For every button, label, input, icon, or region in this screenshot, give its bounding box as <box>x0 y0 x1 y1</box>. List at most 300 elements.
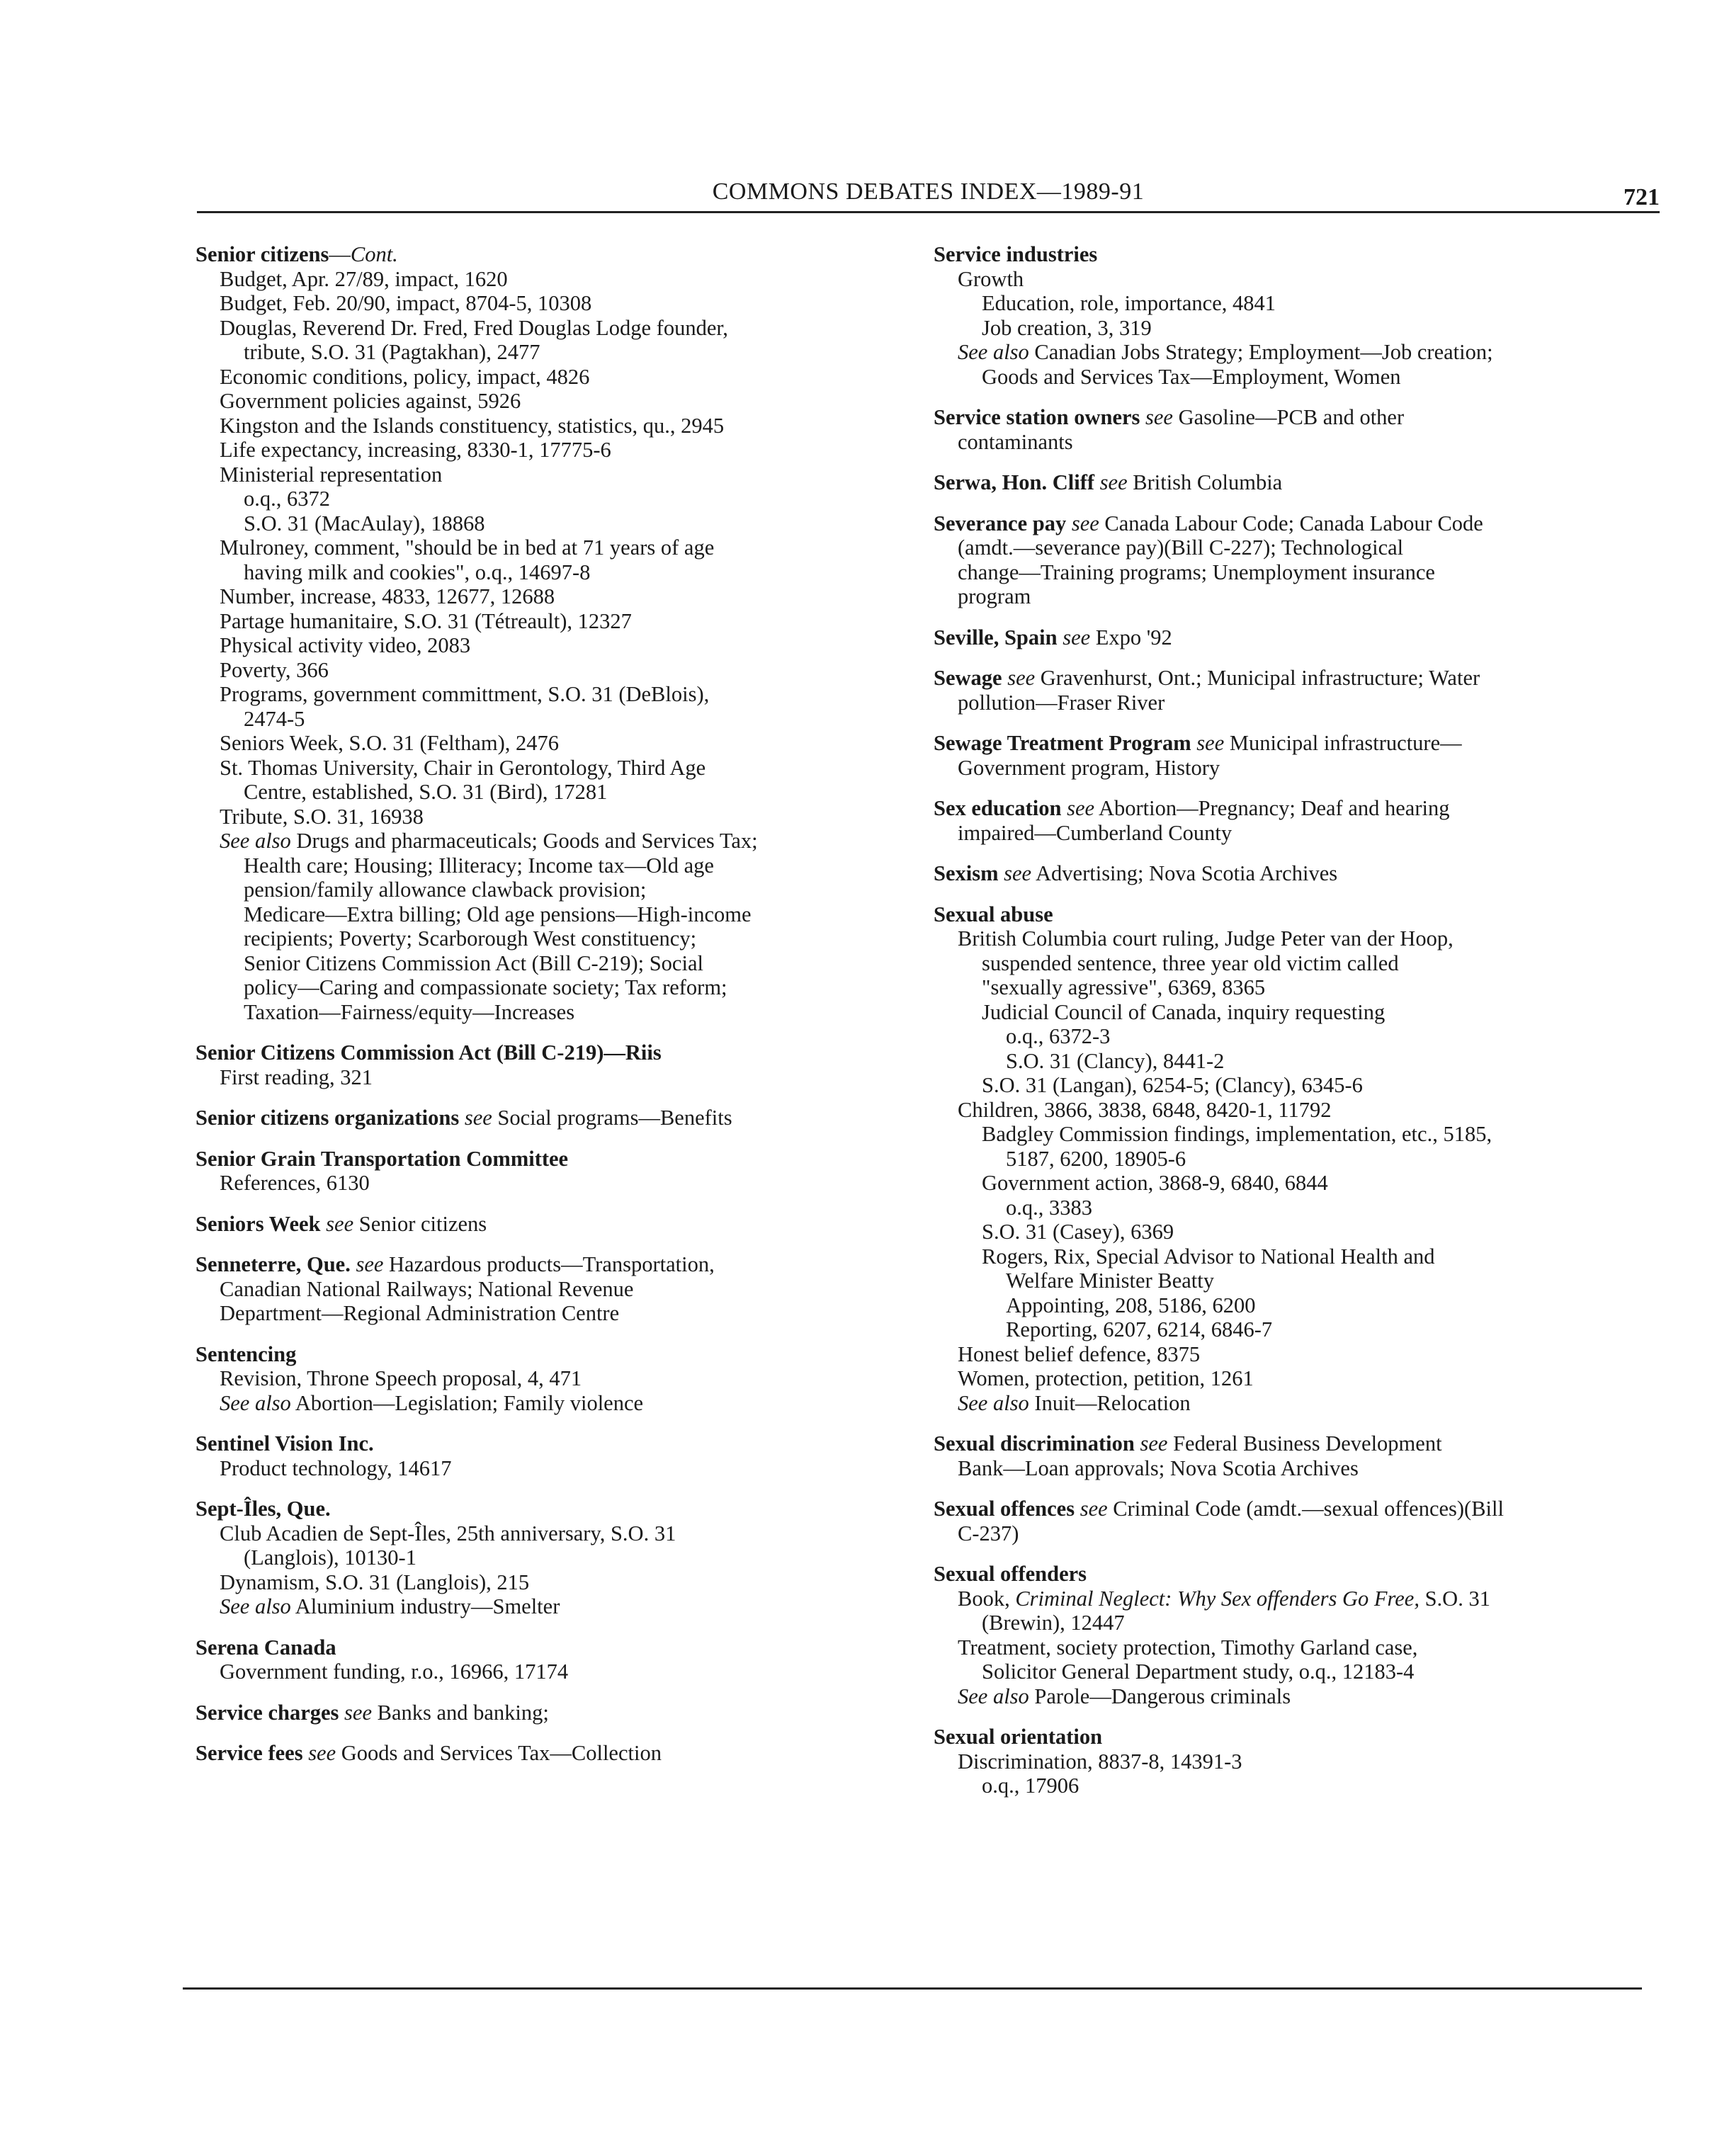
entry-subline <box>196 414 904 438</box>
entry-heading: Service station owners <box>934 405 1140 429</box>
entry-subline <box>196 756 904 781</box>
entry-text: Government policies against, 5926 <box>220 389 521 413</box>
entry-subline <box>196 560 904 585</box>
index-entry <box>196 242 904 1024</box>
entry-text: policy—Caring and compassionate society; Tax reform; <box>244 975 727 999</box>
italic-text: see <box>1080 1497 1108 1521</box>
entry-text: Discrimination, 8837-8, 14391-3 <box>958 1749 1242 1774</box>
entry-subline <box>196 438 904 463</box>
entry-text: Growth <box>958 266 1024 291</box>
entry-subline <box>196 633 904 658</box>
entry-heading-line <box>934 796 1663 821</box>
entry-subline <box>196 511 904 536</box>
entry-subline <box>934 1587 1663 1611</box>
entry-subline <box>934 1293 1663 1318</box>
index-entry <box>934 1562 1663 1708</box>
entry-subline <box>196 1171 904 1196</box>
entry-subline <box>196 1301 904 1326</box>
entry-text: o.q., 3383 <box>1006 1195 1092 1220</box>
entry-subline <box>934 691 1663 715</box>
entry-text: Product technology, 14617 <box>220 1456 452 1480</box>
entry-heading-line <box>196 242 904 267</box>
entry-text: Douglas, Reverend Dr. Fred, Fred Douglas Lodge founder, <box>220 315 728 340</box>
entry-text: British Columbia <box>1127 470 1283 494</box>
entry-text: (Langlois), 10130-1 <box>244 1545 416 1570</box>
entry-subline <box>934 1269 1663 1293</box>
entry-subline <box>196 682 904 707</box>
italic-text: See also <box>958 340 1029 364</box>
entry-subline <box>934 756 1663 781</box>
entry-text: Taxation—Fairness/equity—Increases <box>244 999 575 1024</box>
entry-text: S.O. 31 (Langan), 6254-5; (Clancy), 6345-6 <box>982 1073 1363 1097</box>
entry-subline <box>934 267 1663 292</box>
entry-text: Hazardous products—Transportation, <box>383 1252 715 1276</box>
entry-heading: Serwa, Hon. Cliff <box>934 470 1095 494</box>
page-number: 721 <box>1624 184 1660 210</box>
entry-heading-line <box>196 1342 904 1367</box>
index-entry <box>196 1431 904 1480</box>
index-column-left <box>196 242 904 1782</box>
entry-text: o.q., 6372-3 <box>1006 1024 1111 1048</box>
entry-text <box>1140 405 1145 429</box>
entry-subline <box>934 560 1663 585</box>
entry-subline <box>196 1277 904 1302</box>
index-entry <box>196 1212 904 1237</box>
footer-rule <box>183 1987 1642 1990</box>
entry-heading-line <box>196 1497 904 1521</box>
entry-text: Government action, 3868-9, 6840, 6844 <box>982 1171 1328 1195</box>
entry-heading: Sept-Îles, Que. <box>196 1497 331 1521</box>
page-header <box>197 178 1660 211</box>
entry-text: References, 6130 <box>220 1171 370 1195</box>
entry-subline <box>196 975 904 1000</box>
entry-subline <box>196 1065 904 1090</box>
entry-text: Senior citizens <box>353 1211 487 1236</box>
entry-text: Abortion—Pregnancy; Deaf and hearing <box>1094 796 1450 820</box>
entry-text: First reading, 321 <box>220 1065 373 1089</box>
entry-text: Senior Citizens Commission Act (Bill C-219); Social <box>244 951 703 975</box>
entry-text: Aluminium industry—Smelter <box>290 1594 560 1618</box>
italic-text: see <box>1007 666 1036 690</box>
entry-text: pension/family allowance clawback provision; <box>244 878 647 902</box>
entry-subline <box>934 1049 1663 1074</box>
entry-text <box>999 861 1004 885</box>
entry-subline <box>934 1635 1663 1660</box>
entry-text: Federal Business Development <box>1167 1431 1442 1456</box>
entry-text: Children, 3866, 3838, 6848, 8420-1, 11792 <box>958 1097 1332 1122</box>
entry-text: Women, protection, petition, 1261 <box>958 1366 1254 1390</box>
italic-text: see <box>1062 625 1091 649</box>
entry-text <box>1061 796 1067 820</box>
entry-subline <box>196 609 904 634</box>
entry-subline <box>196 1659 904 1684</box>
entry-subline <box>934 1366 1663 1391</box>
entry-heading-line <box>196 1212 904 1237</box>
entry-subline <box>934 1317 1663 1342</box>
entry-text: C-237) <box>958 1521 1019 1545</box>
entry-subline <box>934 975 1663 1000</box>
entry-subline <box>196 1391 904 1416</box>
index-column-right <box>934 242 1663 1815</box>
entry-text: Welfare Minister Beatty <box>1006 1269 1214 1293</box>
entry-text: Tribute, S.O. 31, 16938 <box>220 804 424 829</box>
entry-text: Budget, Feb. 20/90, impact, 8704-5, 10308 <box>220 291 592 315</box>
italic-text: see <box>344 1700 372 1725</box>
entry-heading: Senior Grain Transportation Committee <box>196 1146 569 1171</box>
entry-text: Seniors Week, S.O. 31 (Feltham), 2476 <box>220 731 560 755</box>
entry-subline <box>196 902 904 927</box>
entry-text: Goods and Services Tax—Collection <box>336 1741 662 1765</box>
entry-subline <box>196 926 904 951</box>
index-entry <box>196 1147 904 1196</box>
entry-text: Education, role, importance, 4841 <box>982 291 1276 315</box>
entry-subline <box>934 1073 1663 1098</box>
entry-subline <box>934 926 1663 951</box>
entry-subline <box>196 1366 904 1391</box>
entry-heading: Sentencing <box>196 1341 297 1366</box>
entry-text: 5187, 6200, 18905-6 <box>1006 1146 1186 1171</box>
entry-subline <box>934 1456 1663 1481</box>
entry-subline <box>196 707 904 732</box>
entry-heading-line <box>196 1701 904 1725</box>
entry-text: Gasoline—PCB and other <box>1172 405 1405 429</box>
entry-subline <box>934 430 1663 455</box>
entry-text: Rogers, Rix, Special Advisor to National Health and <box>982 1244 1435 1269</box>
italic-text: See also <box>220 1594 291 1618</box>
entry-heading-line <box>934 1562 1663 1587</box>
italic-text: see <box>1004 861 1032 885</box>
entry-text: change—Training programs; Unemployment insurance <box>958 560 1435 584</box>
index-entry <box>196 1701 904 1725</box>
entry-subline <box>196 487 904 511</box>
index-entry <box>196 1252 904 1326</box>
entry-text: Poverty, 366 <box>220 657 329 682</box>
entry-subline <box>196 1456 904 1481</box>
entry-text: Book, <box>958 1586 1016 1611</box>
entry-text: suspended sentence, three year old victim called <box>982 951 1399 975</box>
index-entry <box>196 1106 904 1130</box>
entry-text: Ministerial representation <box>220 462 443 487</box>
entry-text: Drugs and pharmaceuticals; Goods and Services Tax; <box>290 829 758 853</box>
index-entry <box>934 902 1663 1416</box>
entry-subline <box>934 1122 1663 1147</box>
entry-text: Club Acadien de Sept-Îles, 25th anniversary, S.O. 31 <box>220 1521 676 1545</box>
entry-subline <box>934 1244 1663 1269</box>
entry-text: Gravenhurst, Ont.; Municipal infrastructure; Water <box>1035 666 1480 690</box>
entry-heading: Senior citizens organizations <box>196 1106 460 1130</box>
entry-heading-line <box>196 1252 904 1277</box>
entry-heading-line <box>196 1040 904 1065</box>
italic-text: see <box>326 1211 354 1236</box>
entry-text <box>1075 1497 1080 1521</box>
entry-text: Canada Labour Code; Canada Labour Code <box>1099 511 1483 535</box>
entry-text: Advertising; Nova Scotia Archives <box>1031 861 1338 885</box>
index-entry <box>934 666 1663 715</box>
entry-text: Bank—Loan approvals; Nova Scotia Archives <box>958 1456 1359 1480</box>
entry-text: Appointing, 208, 5186, 6200 <box>1006 1293 1256 1317</box>
entry-text: Centre, established, S.O. 31 (Bird), 17281 <box>244 780 608 804</box>
entry-subline <box>196 291 904 316</box>
entry-subline <box>196 463 904 487</box>
entry-subline <box>934 1684 1663 1709</box>
entry-text: Health care; Housing; Illiteracy; Income tax—Old age <box>244 853 714 878</box>
entry-subline <box>934 1391 1663 1416</box>
entry-heading-line <box>934 1497 1663 1521</box>
entry-heading-line <box>934 242 1663 267</box>
entry-text: Physical activity video, 2083 <box>220 633 471 657</box>
entry-text: Expo '92 <box>1090 625 1172 649</box>
entry-subline <box>196 1000 904 1025</box>
entry-text: Badgley Commission findings, implementation, etc., 5185, <box>982 1122 1492 1146</box>
entry-heading-line <box>934 1431 1663 1456</box>
index-entry <box>934 731 1663 780</box>
entry-heading: Sexual offences <box>934 1497 1075 1521</box>
entry-subline <box>196 584 904 609</box>
italic-text: see <box>1196 731 1225 755</box>
entry-heading-line <box>934 511 1663 536</box>
entry-heading: Seville, Spain <box>934 625 1058 649</box>
entry-heading-line <box>196 1431 904 1456</box>
entry-text: Kingston and the Islands constituency, statistics, qu., 2945 <box>220 413 725 438</box>
entry-heading-line <box>196 1147 904 1171</box>
index-entry <box>934 470 1663 495</box>
entry-subline <box>934 1220 1663 1244</box>
entry-text: o.q., 6372 <box>244 487 330 511</box>
entry-subline <box>196 731 904 756</box>
entry-text: Reporting, 6207, 6214, 6846-7 <box>1006 1317 1273 1341</box>
italic-text: see <box>1067 796 1095 820</box>
italic-text: Criminal Neglect: Why Sex offenders Go Free, <box>1015 1586 1420 1611</box>
index-entry <box>934 625 1663 650</box>
entry-heading: Senior citizens <box>196 242 329 266</box>
entry-heading: Sexual abuse <box>934 902 1053 926</box>
entry-subline <box>196 805 904 829</box>
entry-heading: Service fees <box>196 1741 303 1765</box>
entry-text: Economic conditions, policy, impact, 4826 <box>220 364 590 389</box>
entry-text: Criminal Code (amdt.—sexual offences)(Bill <box>1107 1497 1504 1521</box>
entry-subline <box>934 1521 1663 1546</box>
entry-text: Banks and banking; <box>371 1700 549 1725</box>
entry-text: Judicial Council of Canada, inquiry requesting <box>982 999 1386 1024</box>
entry-subline <box>196 951 904 976</box>
entry-text: Number, increase, 4833, 12677, 12688 <box>220 584 555 608</box>
entry-text: Municipal infrastructure— <box>1224 731 1462 755</box>
entry-text: Social programs—Benefits <box>492 1106 732 1130</box>
entry-text <box>1066 511 1072 535</box>
entry-text: Inuit—Relocation <box>1028 1390 1191 1415</box>
entry-text: Revision, Throne Speech proposal, 4, 471 <box>220 1366 582 1390</box>
entry-text: Honest belief defence, 8375 <box>958 1341 1201 1366</box>
index-entry <box>196 1040 904 1089</box>
entry-subline <box>196 267 904 292</box>
entry-subline <box>196 829 904 853</box>
entry-text: S.O. 31 (MacAulay), 18868 <box>244 511 485 535</box>
entry-text: Treatment, society protection, Timothy Garland case, <box>958 1635 1418 1659</box>
entry-subline <box>196 340 904 365</box>
entry-subline <box>934 1749 1663 1774</box>
entry-text: (amdt.—severance pay)(Bill C-227); Technological <box>958 535 1404 560</box>
entry-heading-line <box>934 470 1663 495</box>
entry-subline <box>934 1000 1663 1025</box>
italic-text: See also <box>220 1390 291 1415</box>
entry-heading: Sexual orientation <box>934 1725 1103 1749</box>
entry-subline <box>934 535 1663 560</box>
running-title: COMMONS DEBATES INDEX—1989-91 <box>712 178 1145 205</box>
entry-subline <box>196 658 904 683</box>
entry-heading: Service charges <box>196 1700 339 1725</box>
entry-text: Government funding, r.o., 16966, 17174 <box>220 1659 569 1684</box>
entry-text: Dynamism, S.O. 31 (Langlois), 215 <box>220 1570 530 1594</box>
entry-subline <box>934 291 1663 316</box>
entry-text: Department—Regional Administration Centre <box>220 1301 620 1325</box>
italic-text: See also <box>958 1390 1029 1415</box>
entry-text: Budget, Apr. 27/89, impact, 1620 <box>220 266 508 291</box>
entry-subline <box>934 1024 1663 1049</box>
index-entry <box>934 796 1663 845</box>
entry-text: — <box>329 242 351 266</box>
entry-heading-line <box>196 1741 904 1766</box>
entry-subline <box>934 365 1663 390</box>
entry-subline <box>196 853 904 878</box>
index-entry <box>934 511 1663 609</box>
entry-heading: Senior Citizens Commission Act (Bill C-219)—Riis <box>196 1040 662 1065</box>
italic-text: see <box>1140 1431 1168 1456</box>
entry-text: S.O. 31 (Casey), 6369 <box>982 1220 1174 1244</box>
index-entry <box>196 1741 904 1766</box>
entry-subline <box>196 1521 904 1546</box>
italic-text: see <box>1145 405 1173 429</box>
entry-text: (Brewin), 12447 <box>982 1611 1125 1635</box>
entry-text: Job creation, 3, 319 <box>982 315 1152 340</box>
entry-subline <box>934 1611 1663 1635</box>
entry-text: Government program, History <box>958 755 1220 780</box>
entry-text: program <box>958 584 1031 608</box>
entry-text: British Columbia court ruling, Judge Peter van der Hoop, <box>958 926 1454 951</box>
entry-text: Medicare—Extra billing; Old age pensions—High-income <box>244 902 752 926</box>
entry-text: Partage humanitaire, S.O. 31 (Tétreault), 12327 <box>220 608 632 633</box>
entry-subline <box>196 389 904 414</box>
entry-text <box>1094 470 1100 494</box>
entry-subline <box>934 951 1663 976</box>
header-rule <box>197 211 1660 213</box>
entry-text: St. Thomas University, Chair in Gerontology, Third Age <box>220 755 706 780</box>
entry-heading: Service industries <box>934 242 1098 266</box>
entry-heading-line <box>196 1106 904 1130</box>
entry-text: Canadian National Railways; National Revenue <box>220 1276 634 1301</box>
entry-heading-line <box>934 405 1663 430</box>
entry-subline <box>196 316 904 341</box>
entry-heading: Severance pay <box>934 511 1067 535</box>
index-entry <box>934 405 1663 454</box>
entry-subline <box>934 1098 1663 1123</box>
entry-text: o.q., 17906 <box>982 1774 1080 1798</box>
entry-subline <box>934 1171 1663 1196</box>
entry-heading-line <box>934 861 1663 886</box>
entry-text: S.O. 31 (Clancy), 8441-2 <box>1006 1048 1225 1073</box>
entry-heading-line <box>934 902 1663 927</box>
index-entry <box>934 861 1663 886</box>
entry-text: Goods and Services Tax—Employment, Women <box>982 364 1401 389</box>
entry-heading: Sentinel Vision Inc. <box>196 1431 374 1456</box>
entry-text: Mulroney, comment, "should be in bed at 71 years of age <box>220 535 715 560</box>
entry-text: Solicitor General Department study, o.q., 12183-4 <box>982 1659 1415 1684</box>
index-entry <box>934 1431 1663 1480</box>
entry-subline <box>934 1342 1663 1367</box>
entry-text <box>339 1701 344 1725</box>
entry-text <box>459 1106 465 1130</box>
italic-text: See also <box>958 1684 1029 1708</box>
entry-text: having milk and cookies", o.q., 14697-8 <box>244 560 591 584</box>
italic-text: see <box>1099 470 1128 494</box>
entry-subline <box>196 780 904 805</box>
index-entry <box>196 1635 904 1684</box>
entry-text: Programs, government committment, S.O. 31 (DeBlois), <box>220 682 710 706</box>
entry-heading: Sewage <box>934 666 1002 690</box>
entry-text: 2474-5 <box>244 706 305 731</box>
entry-heading-line <box>934 666 1663 691</box>
entry-heading-line <box>934 731 1663 756</box>
entry-subline <box>196 1545 904 1570</box>
entry-subline <box>934 1147 1663 1171</box>
entry-heading: Sex education <box>934 796 1062 820</box>
entry-heading-line <box>934 625 1663 650</box>
entry-heading: Seniors Week <box>196 1211 321 1236</box>
entry-subline <box>196 535 904 560</box>
entry-text: tribute, S.O. 31 (Pagtakhan), 2477 <box>244 340 540 364</box>
entry-text: Parole—Dangerous criminals <box>1028 1684 1291 1708</box>
entry-heading: Sexism <box>934 861 999 885</box>
entry-text: Abortion—Legislation; Family violence <box>290 1390 644 1415</box>
index-entry <box>934 1497 1663 1545</box>
entry-heading: Sexual offenders <box>934 1562 1087 1586</box>
entry-heading-line <box>196 1635 904 1660</box>
index-entry <box>934 242 1663 389</box>
entry-subline <box>934 584 1663 609</box>
entry-heading: Sewage Treatment Program <box>934 731 1191 755</box>
entry-subline <box>196 878 904 902</box>
entry-text: impaired—Cumberland County <box>958 820 1232 845</box>
entry-heading: Senneterre, Que. <box>196 1252 351 1276</box>
entry-subline <box>196 1594 904 1619</box>
index-entry <box>196 1497 904 1619</box>
entry-subline <box>934 1774 1663 1798</box>
index-entry <box>196 1342 904 1416</box>
italic-text: see <box>464 1106 492 1130</box>
entry-text <box>321 1212 327 1236</box>
entry-text: Life expectancy, increasing, 8330-1, 17775-6 <box>220 438 611 462</box>
entry-subline <box>196 1570 904 1595</box>
entry-subline <box>934 821 1663 846</box>
italic-text: see <box>356 1252 384 1276</box>
entry-text: pollution—Fraser River <box>958 690 1165 715</box>
entry-text: contaminants <box>958 429 1073 454</box>
entry-subline <box>934 340 1663 365</box>
italic-text: Cont. <box>350 242 398 266</box>
entry-text: recipients; Poverty; Scarborough West constituency; <box>244 926 697 951</box>
entry-heading-line <box>934 1725 1663 1749</box>
index-entry <box>934 1725 1663 1798</box>
entry-text: Canadian Jobs Strategy; Employment—Job creation; <box>1028 340 1493 364</box>
entry-subline <box>196 365 904 390</box>
italic-text: See also <box>220 829 291 853</box>
entry-subline <box>934 316 1663 341</box>
italic-text: see <box>308 1741 336 1765</box>
italic-text: see <box>1071 511 1099 535</box>
entry-heading: Sexual discrimination <box>934 1431 1135 1456</box>
entry-subline <box>934 1659 1663 1684</box>
entry-subline <box>934 1196 1663 1220</box>
entry-heading: Serena Canada <box>196 1635 336 1659</box>
